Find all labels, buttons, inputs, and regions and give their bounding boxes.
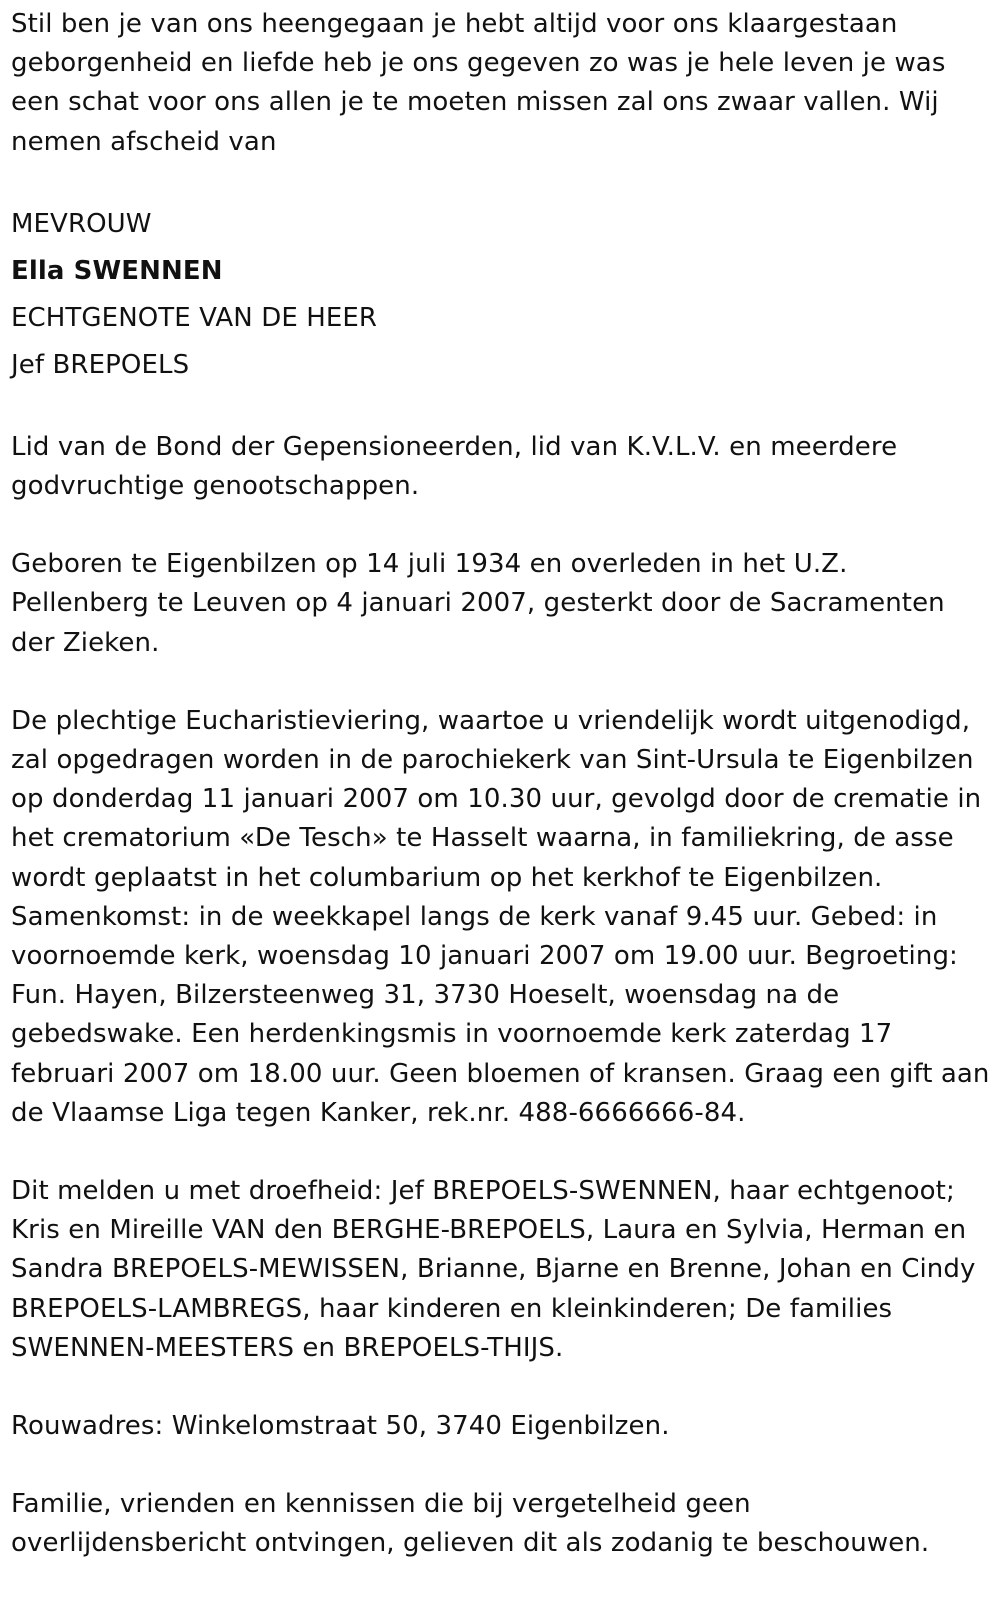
deceased-name: Ella SWENNEN [11,255,223,286]
mourning-address: Rouwadres: Winkelomstraat 50, 3740 Eigenbilzen. [11,1411,670,1442]
closing-paragraph: Familie, vrienden en kennissen die bij vergetelheid geen overlijdensbericht ontvingen, gelieven dit als zodanig te beschouwen. [11,1489,930,1559]
intro-paragraph: Stil ben je van ons heengegaan je hebt altijd voor ons klaargestaan geborgenheid en liefde heb je ons gegeven zo was je hele leven je was een schat voor ons allen je te moeten missen zal ons zwaar vallen. Wij nemen afscheid van [11,9,946,157]
spouse-name: Jef BREPOELS [11,349,190,380]
announcement-paragraph: Dit melden u met droefheid: Jef BREPOELS-SWENNEN, haar echtgenoot; Kris en Mireille VAN den BERGHE-BREPOELS, Laura en Sylvia, Herman en Sandra BREPOELS-MEWISSEN, Brianne, Bjarne en Brenne, Johan en Cindy BREPOELS-LAMBREGS, haar kinderen en kleinkinderen; De families SWENNEN-MEESTERS en BREPOELS-THIJS. [11,1176,976,1363]
deceased-relation: ECHTGENOTE VAN DE HEER [11,302,378,333]
deceased-title: MEVROUW [11,208,152,239]
birth-death-paragraph: Geboren te Eigenbilzen op 14 juli 1934 en overleden in het U.Z. Pellenberg te Leuven op 4 januari 2007, gesterkt door de Sacramenten der Zieken. [11,549,945,658]
obituary-document [11,5,991,1564]
deceased-block [11,201,991,389]
membership-paragraph: Lid van de Bond der Gepensioneerden, lid van K.V.L.V. en meerdere godvruchtige genootschappen. [11,431,898,502]
ceremony-paragraph: De plechtige Eucharistieviering, waartoe u vriendelijk wordt uitgenodigd, zal opgedragen worden in de parochiekerk van Sint-Ursula te Eigenbilzen op donderdag 11 januari 2007 om 10.30 uur, gevolgd door de crematie in het crematorium «De Tesch» te Hasselt waarna, in familiekring, de asse wordt geplaatst in het columbarium op het kerkhof te Eigenbilzen. Samenkomst: in de weekkapel langs de kerk vanaf 9.45 uur. Gebed: in voornoemde kerk, woensdag 10 januari 2007 om 19.00 uur. Begroeting: Fun. Hayen, Bilzersteenweg 31, 3730 Hoeselt, woensdag na de gebedswake. Een herdenkingsmis in voornoemde kerk zaterdag 17 februari 2007 om 18.00 uur. Geen bloemen of kransen. Graag een gift aan de Vlaamse Liga tegen Kanker, rek.nr. 488-6666666-84. [11,705,990,1128]
